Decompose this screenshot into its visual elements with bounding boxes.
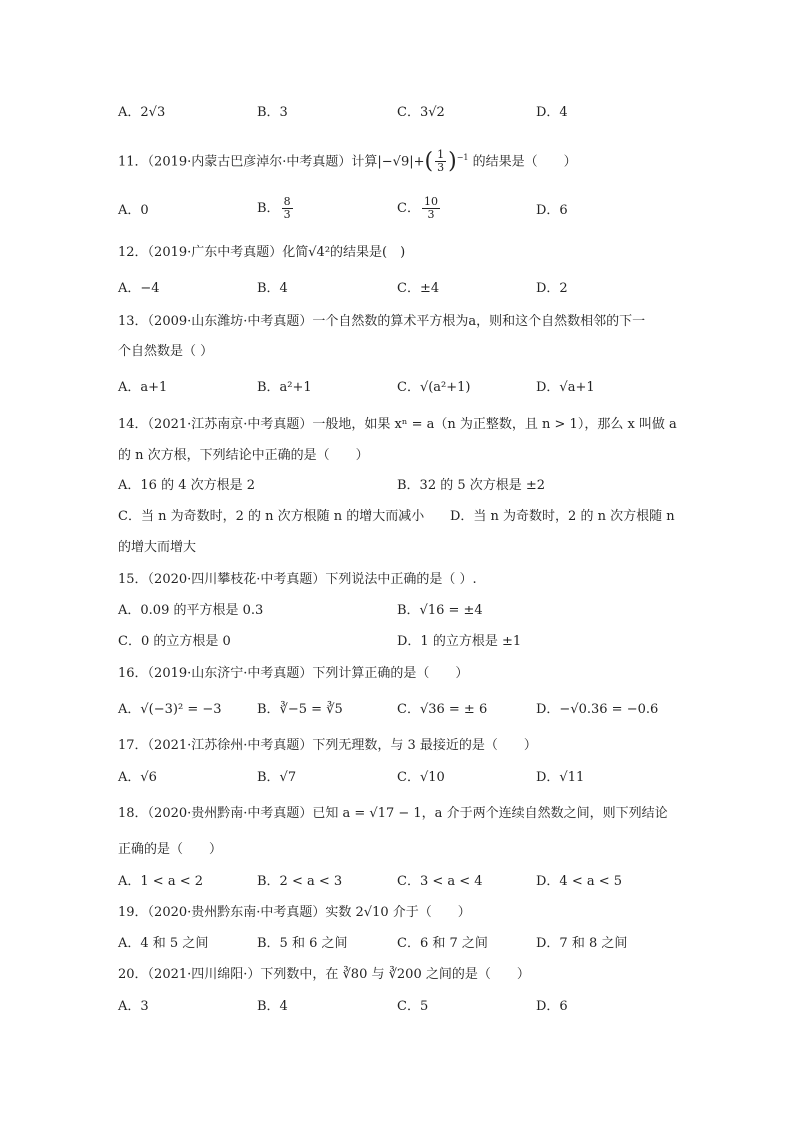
q12-stem-suffix: 的结果是( ) bbox=[330, 245, 406, 260]
q10-option-c: C．3√2 bbox=[397, 105, 445, 120]
q19-option-d: D．7 和 8 之间 bbox=[536, 936, 628, 951]
q14-option-c: C．当 n 为奇数时，2 的 n 次方根随 n 的增大而减小 bbox=[118, 509, 425, 524]
q20-option-b: B．4 bbox=[257, 999, 288, 1014]
q20-option-a: A．3 bbox=[118, 999, 149, 1014]
q12-expr: √4² bbox=[308, 245, 331, 260]
q11-stem-suffix: 的结果是（ ） bbox=[472, 154, 577, 170]
q12-stem bbox=[118, 244, 405, 262]
q11-exponent: −1 bbox=[456, 153, 469, 162]
q12-option-c: C．±4 bbox=[397, 281, 440, 296]
q14-stem-line1: 14．（2021·江苏南京·中考真题）一般地，如果 xⁿ = a（n 为正整数，且 n > 1），那么 x 叫做 a bbox=[118, 417, 677, 432]
q11-option-b bbox=[257, 196, 295, 221]
q17-option-d: D．√11 bbox=[536, 770, 585, 785]
q13-option-d: D．√a+1 bbox=[536, 380, 595, 395]
q18-option-a: A．1 < a < 2 bbox=[118, 874, 203, 889]
q14-stem-line2: 的 n 次方根，下列结论中正确的是（ ） bbox=[118, 448, 369, 463]
q15-stem: 15．（2020·四川攀枝花·中考真题）下列说法中正确的是（ ）. bbox=[118, 572, 477, 587]
q12-option-a: A．−4 bbox=[118, 281, 160, 296]
q11-option-d: D．6 bbox=[536, 203, 568, 218]
q10-option-d: D．4 bbox=[536, 105, 568, 120]
q12-option-d: D．2 bbox=[536, 281, 568, 296]
q11-option-c-frac bbox=[422, 196, 440, 221]
q17-option-b: B．√7 bbox=[257, 770, 297, 785]
q16-option-d: D．−√0.36 = −0.6 bbox=[536, 702, 659, 717]
q19-option-c: C．6 和 7 之间 bbox=[397, 936, 488, 951]
q16-option-b: B．∛−5 = ∛5 bbox=[257, 702, 343, 717]
q16-option-a: A．√(−3)² = −3 bbox=[118, 702, 222, 717]
q11-option-b-frac bbox=[282, 196, 293, 221]
q11-paren-open: ( bbox=[424, 148, 434, 174]
q15-option-c: C．0 的立方根是 0 bbox=[118, 634, 231, 649]
q18-option-b: B．2 < a < 3 bbox=[257, 874, 343, 889]
q18-stem-line1: 18．（2020·贵州黔南·中考真题）已知 a = √17 − 1，a 介于两个连续自然数之间，则下列结论 bbox=[118, 806, 668, 821]
q11-option-c-num: 10 bbox=[423, 195, 438, 208]
q17-option-a: A．√6 bbox=[118, 770, 157, 785]
q15-option-b: B．√16 = ±4 bbox=[397, 603, 483, 618]
q11-option-c-label: C． bbox=[397, 201, 420, 216]
q12-stem-prefix: 12．（2019·广东中考真题）化简 bbox=[118, 245, 309, 260]
q17-option-c: C．√10 bbox=[397, 770, 445, 785]
q11-paren-close: ) bbox=[448, 148, 457, 174]
q19-option-a: A．4 和 5 之间 bbox=[118, 936, 209, 951]
q14-option-d: D．当 n 为奇数时，2 的 n 次方根随 n bbox=[450, 509, 675, 524]
q14-option-a: A．16 的 4 次方根是 2 bbox=[118, 478, 256, 493]
q16-stem: 16．（2019·山东济宁·中考真题）下列计算正确的是（ ） bbox=[118, 666, 469, 681]
q18-option-c: C．3 < a < 4 bbox=[397, 874, 483, 889]
q20-option-c: C．5 bbox=[397, 999, 429, 1014]
q11-option-b-label: B． bbox=[257, 201, 280, 216]
q16-option-c: C．√36 = ± 6 bbox=[397, 702, 488, 717]
q13-option-b: B．a²+1 bbox=[257, 380, 312, 395]
q12-option-b: B．4 bbox=[257, 281, 288, 296]
q11-option-b-den: 3 bbox=[283, 208, 291, 221]
q13-stem-line2: 个自然数是（ ） bbox=[118, 344, 214, 359]
q11-stem-prefix: 11．（2019·内蒙古巴彦淖尔·中考真题）计算 bbox=[118, 154, 378, 170]
q15-option-a: A．0.09 的平方根是 0.3 bbox=[118, 603, 264, 618]
q18-option-d: D．4 < a < 5 bbox=[536, 874, 623, 889]
q17-stem: 17．（2021·江苏徐州·中考真题）下列无理数，与 3 最接近的是（ ） bbox=[118, 738, 537, 753]
q14-option-d-cont: 的增大而增大 bbox=[118, 540, 197, 555]
q11-frac-den: 3 bbox=[437, 161, 445, 175]
q19-option-b: B．5 和 6 之间 bbox=[257, 936, 348, 951]
q13-option-a: A．a+1 bbox=[118, 380, 168, 395]
q11-expr-abs: |−√9|+ bbox=[377, 154, 425, 170]
q15-option-d: D．1 的立方根是 ±1 bbox=[397, 634, 522, 649]
q11-option-c bbox=[397, 196, 442, 221]
q13-stem-line1: 13．（2009·山东潍坊·中考真题）一个自然数的算术平方根为a，则和这个自然数相邻的下一 bbox=[118, 314, 646, 329]
q10-option-b: B．3 bbox=[257, 105, 288, 120]
q18-stem-line2: 正确的是（ ） bbox=[118, 842, 223, 857]
q20-option-d: D．6 bbox=[536, 999, 568, 1014]
q13-option-c: C．√(a²+1) bbox=[397, 380, 471, 395]
q11-option-a: A．0 bbox=[118, 203, 149, 218]
q20-stem: 20．（2021·四川绵阳·）下列数中，在 ∛80 与 ∛200 之间的是（ ） bbox=[118, 967, 530, 982]
q19-stem: 19．（2020·贵州黔东南·中考真题）实数 2√10 介于（ ） bbox=[118, 905, 471, 920]
q11-frac-num: 1 bbox=[437, 148, 445, 162]
q11-stem bbox=[118, 149, 577, 174]
q10-option-a: A．2√3 bbox=[118, 105, 166, 120]
q14-option-b: B．32 的 5 次方根是 ±2 bbox=[397, 478, 546, 493]
q11-option-b-num: 8 bbox=[283, 195, 291, 208]
q11-fraction bbox=[435, 149, 446, 174]
q11-option-c-den: 3 bbox=[427, 208, 435, 221]
